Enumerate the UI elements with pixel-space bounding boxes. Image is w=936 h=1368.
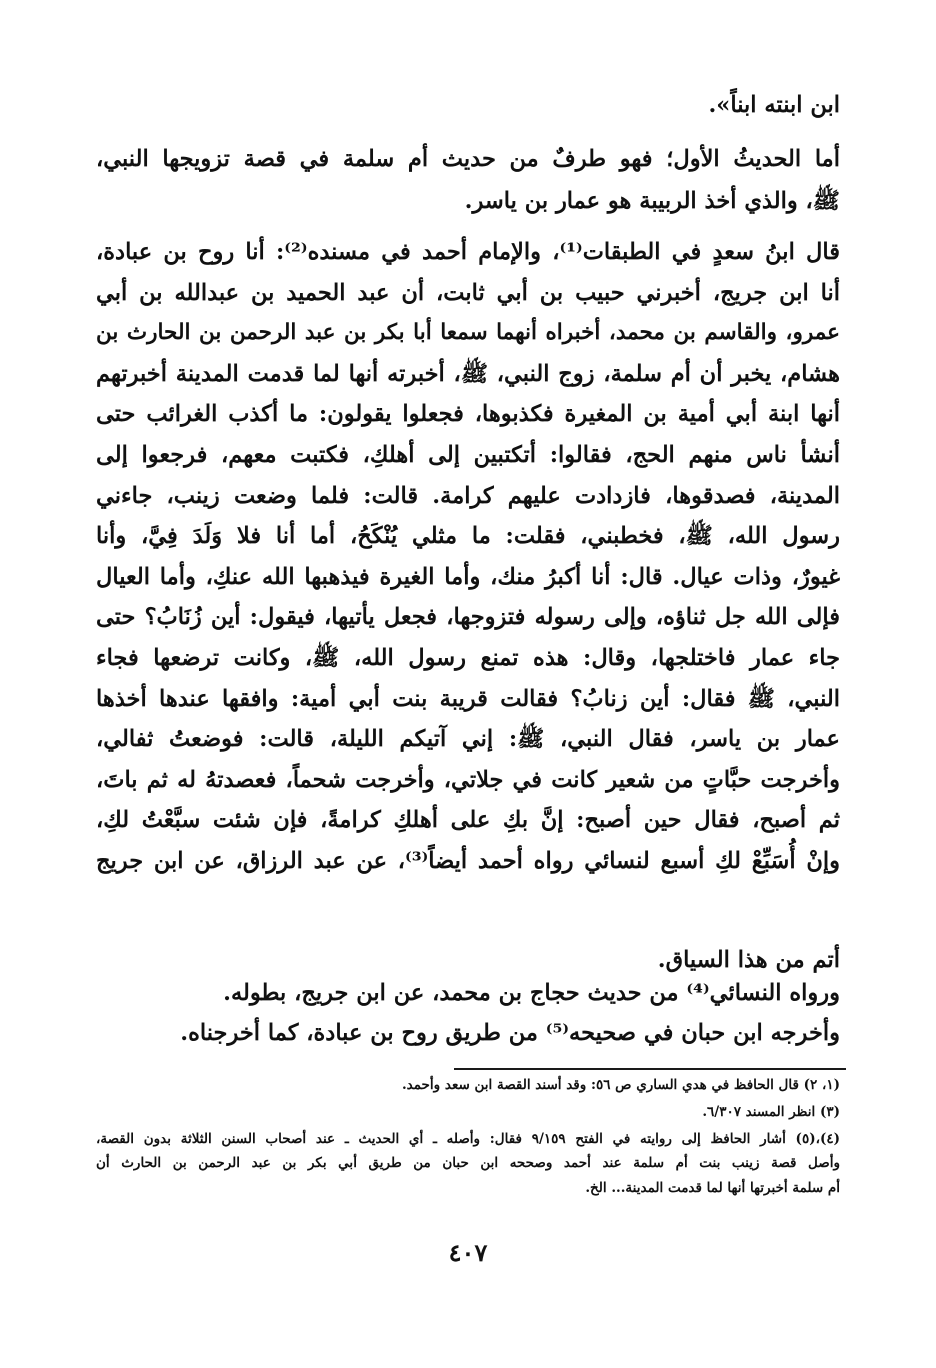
text-line: وإنْ أُسَبِّعْ لكِ أسبع لنسائي رواه أحمد أيضاً⁽³⁾، عن عبد الرزاق، عن ابن جريج [96,848,840,874]
text-line: ﷺ، والذي أخذ الربيبة هو عمار بن ياسر. [464,188,840,214]
text-line: ورواه النسائي⁽⁴⁾ من حديث حجاج بن محمد، عن ابن جريج، بطوله. [223,980,840,1006]
text-line: ابن ابنته ابناً». [708,92,840,118]
text-line: أنا ابن جريج، أخبرني حبيب بن أبي ثابت، أن عبد الحميد بن عبدالله بن أبي [96,279,840,306]
footnote-4-5: (٤)،(٥) أشار الحافظ إلى روايته في الفتح ٩/١٥٩ فقال: وأصله ـ أي الحديث ـ عند أصحاب السنن الثلاثة بدون القصة، [96,1131,840,1147]
text-line: أما الحديثُ الأول؛ فهو طرفٌ من حديث أم سلمة في قصة تزويجها النبي، [96,146,840,172]
text-line: وأخرجت حبَّاتٍ من شعير كانت في جلاتي، وأخرجت شحماً، فعصدتهُ له ثم باتَ، [96,766,840,793]
text-line: عمرو، والقاسم بن محمد، أخبراه أنهما سمعا أبا بكر بن عبد الرحمن بن الحارث بن [96,320,840,346]
text-line: النبي، ﷺ فقال: أين زنابُ؟ فقالت قريبة بنت أبي أمية: وافقها عندها أخذها [96,685,840,712]
footnote-separator [454,1068,846,1070]
text-line: رسول الله، ﷺ، فخطبني، فقلت: ما مثلي يُنْكَحُ، أما أنا فلا وَلَدَ فِيَّ، وأنا [96,523,840,550]
footnote-1-2: (١، ٢) قال الحافظ في هدي الساري ص ٥٦: وقد أسند القصة ابن سعد وأحمد. [401,1077,840,1093]
footnote-4-5-end: أم سلمة أخبرتها أنها لما قدمت المدينة... الخ. [585,1180,840,1196]
text-line: هشام، يخبر أن أم سلمة، زوج النبي، ﷺ، أخبرته أنها لما قدمت المدينة أخبرتهم [96,360,840,387]
text-line: وأخرجه ابن حبان في صحيحه⁽⁵⁾ من طريق روح بن عبادة، كما أخرجناه. [180,1020,840,1046]
text-line: ثم أصبح، فقال حين أصبح: إنَّ بكِ على أهلكِ كرامةً، فإن شئت سبَّعْتُ لكِ، [96,807,840,834]
footnote-3: (٣) انظر المسند ٦/٣٠٧. [702,1104,840,1120]
text-line: غيورٌ، وذات عيال. قال: أنا أكبرُ منك، وأما الغيرة فيذهبها الله عنكِ، وأما العيال [96,563,840,590]
text-line: أنها ابنة أبي أمية بن المغيرة فكذبوها، فجعلوا يقولون: ما أكذب الغرائب حتى [96,401,840,428]
page-number: ٤٠٧ [448,1238,488,1267]
text-line: قال ابنُ سعدٍ في الطبقات⁽¹⁾، والإمام أحمد في مسنده⁽²⁾: أنا روح بن عبادة، [96,239,840,265]
text-line: أتم من هذا السياق. [657,947,840,973]
text-line: أنشأ ناس منهم الحج، فقالوا: أتكتبين إلى أهلكِ، فكتبت معهم، فرجعوا إلى [96,442,840,468]
text-line: المدينة، فصدقوها، فازدادت عليهم كرامة. قالت: فلما وضعت زينب، جاءني [96,482,840,509]
text-line: فإلى الله جل ثناؤه، وإلى رسوله فتزوجها، فجعل يأتيها، فيقول: أين زُنَابُ؟ حتى [96,604,840,631]
text-line: عمار بن ياسر، فقال النبي، ﷺ: إني آتيكم الليلة، قالت: فوضعتُ ثفالي، [96,726,840,753]
footnote-4-5-continued: وأصل قصة زينب بنت أم سلمة عند أحمد وصححه ابن حبان من طريق أبي بكر بن عبد الرحمن بن الحارث أن [96,1155,840,1171]
text-line: جاء عمار فاختلجها، وقال: هذه تمنع رسول الله، ﷺ، وكانت ترضعها فجاء [96,645,840,671]
